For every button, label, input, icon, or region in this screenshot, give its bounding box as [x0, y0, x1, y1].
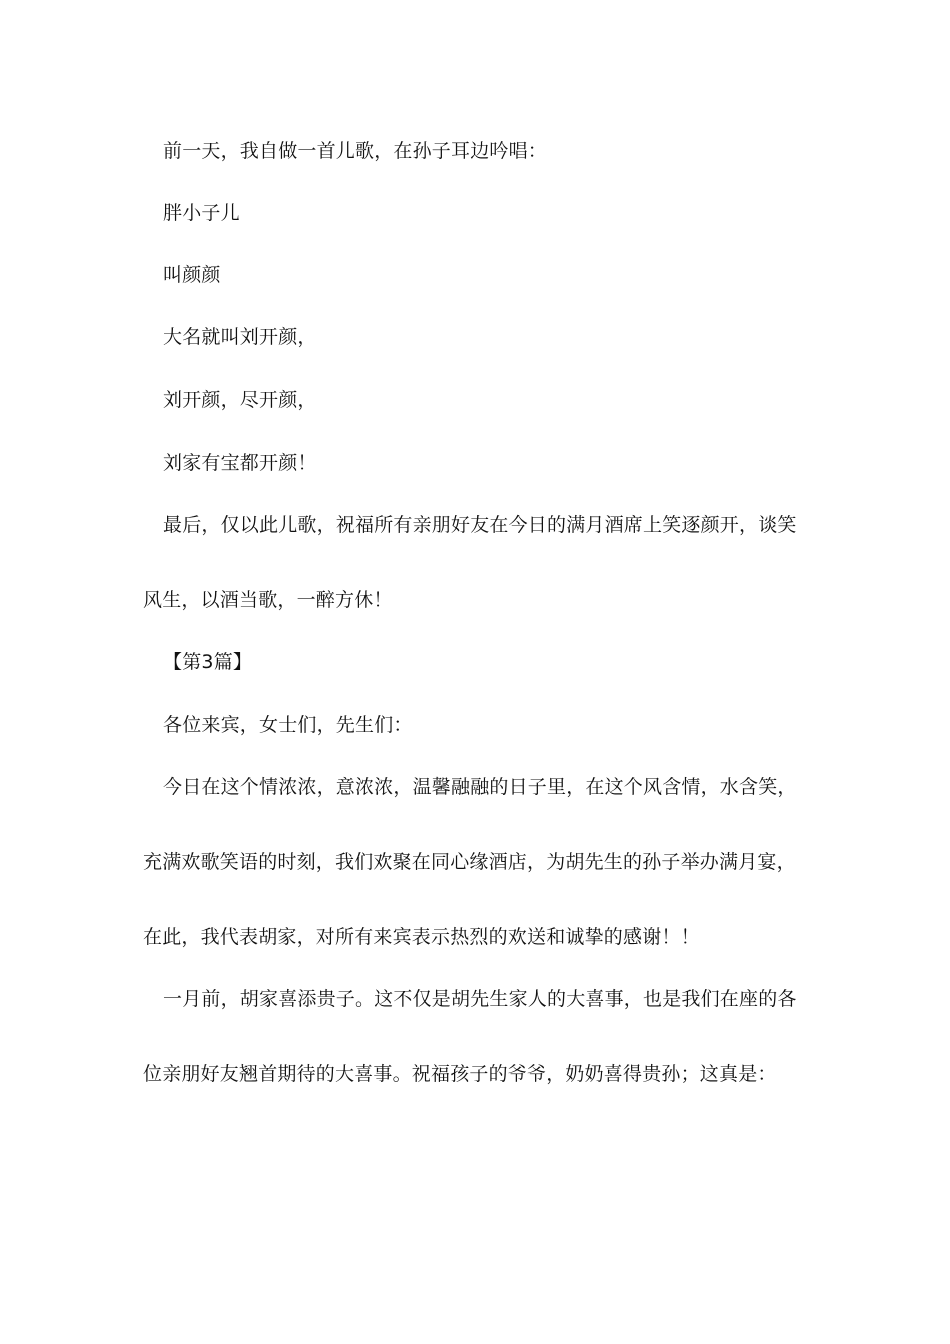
poem-line: 大名就叫刘开颜，	[163, 326, 317, 348]
poem-line: 胖小子儿	[163, 202, 240, 224]
poem-line: 刘家有宝都开颜！	[163, 452, 317, 474]
paragraph-line: 最后，仅以此儿歌，祝福所有亲朋好友在今日的满月酒席上笑逐颜开，谈笑	[163, 514, 797, 536]
paragraph-line: 在此，我代表胡家，对所有来宾表示热烈的欢送和诚挚的感谢！！	[143, 926, 700, 948]
poem-line: 叫颜颜	[163, 264, 221, 286]
paragraph-line: 各位来宾，女士们，先生们：	[163, 714, 413, 736]
poem-line: 刘开颜，尽开颜，	[163, 389, 317, 411]
section-heading: 【第3篇】	[163, 651, 253, 673]
paragraph-line: 风生，以酒当歌，一醉方休！	[143, 589, 393, 611]
paragraph-line: 前一天，我自做一首儿歌，在孙子耳边吟唱：	[163, 140, 548, 162]
paragraph-line: 位亲朋好友翘首期待的大喜事。祝福孩子的爷爷，奶奶喜得贵孙；这真是：	[143, 1063, 777, 1085]
paragraph-line: 今日在这个情浓浓，意浓浓，温馨融融的日子里，在这个风含情，水含笑，	[163, 776, 797, 798]
paragraph-line: 一月前，胡家喜添贵子。这不仅是胡先生家人的大喜事，也是我们在座的各	[163, 988, 797, 1010]
paragraph-line: 充满欢歌笑语的时刻，我们欢聚在同心缘酒店，为胡先生的孙子举办满月宴，	[143, 851, 796, 873]
